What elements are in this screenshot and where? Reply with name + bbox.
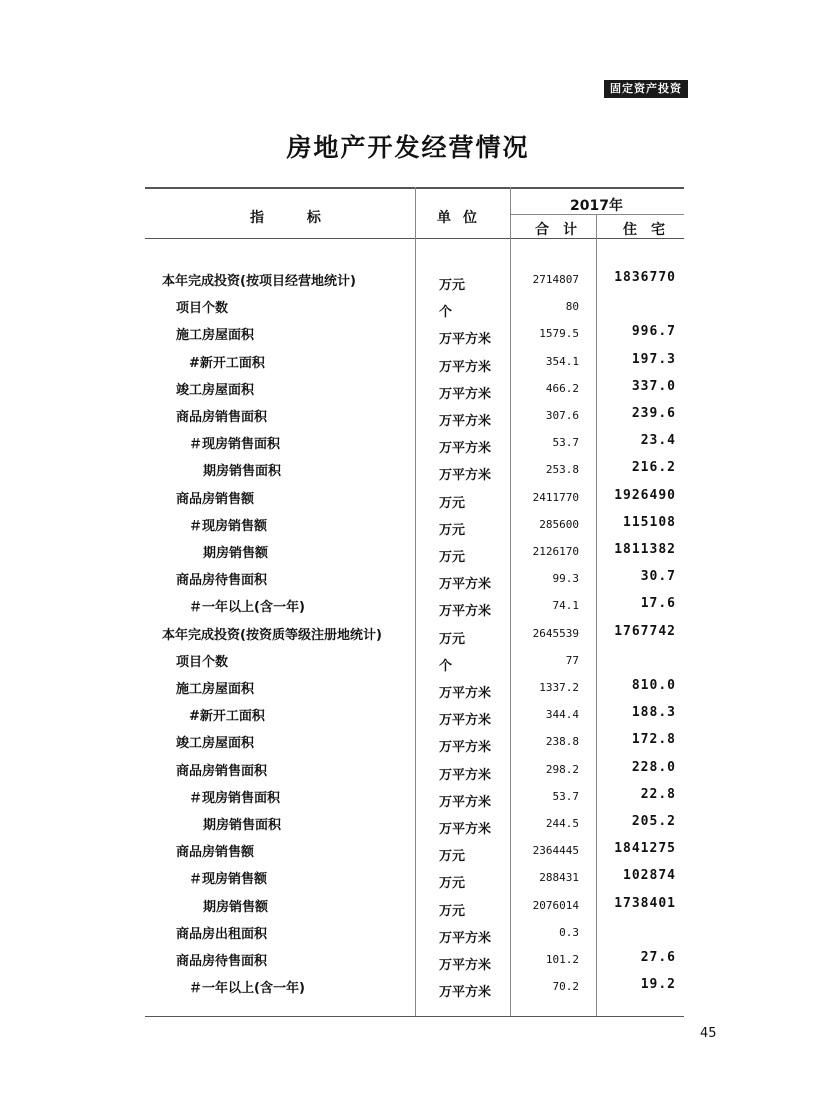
row-label: ＃一年以上(含一年)	[189, 600, 305, 616]
row-residential-value: 30.7	[640, 569, 676, 585]
row-total-value: 354.1	[545, 354, 579, 368]
table-row	[145, 460, 684, 487]
section-tag: 固定资产投资	[604, 80, 688, 98]
header-unit: 单位	[437, 210, 489, 226]
row-unit: 万平方米	[439, 740, 492, 756]
row-total-value: 74.1	[552, 599, 579, 613]
table-row	[145, 624, 684, 651]
row-total-value: 285600	[539, 517, 579, 531]
row-total-value: 80	[565, 300, 579, 314]
row-label: ＃现房销售额	[189, 518, 268, 534]
row-total-value: 70.2	[552, 980, 579, 994]
row-total-value: 0.3	[559, 925, 579, 939]
row-unit: 万平方米	[439, 686, 492, 701]
row-residential-value: 205.2	[631, 814, 676, 829]
row-label: #新开工面积	[189, 709, 265, 725]
row-unit: 万平方米	[439, 468, 492, 484]
table-row	[145, 950, 684, 977]
row-residential-value: 228.0	[631, 759, 676, 775]
row-unit: 万元	[439, 495, 466, 511]
row-residential-value: 172.8	[631, 732, 676, 748]
row-unit: 万元	[439, 522, 466, 538]
row-unit: 万平方米	[439, 332, 492, 348]
row-label: ＃现房销售额	[189, 872, 268, 888]
row-label: ＃现房销售面积	[189, 790, 281, 806]
row-unit: 万元	[439, 903, 466, 919]
row-residential-value: 115108	[623, 514, 676, 530]
row-label: 项目个数	[176, 654, 229, 670]
row-total-value: 344.4	[545, 708, 579, 722]
row-residential-value: 996.7	[631, 324, 676, 340]
row-residential-value: 1841275	[614, 841, 676, 857]
table-row	[145, 542, 684, 569]
row-unit: 万平方米	[439, 767, 492, 783]
row-residential-value: 1926490	[614, 487, 676, 503]
row-total-value: 298.2	[545, 762, 579, 776]
row-label: 期房销售额	[203, 546, 269, 561]
row-residential-value: 1738401	[614, 895, 676, 911]
row-total-value: 2076014	[532, 898, 579, 912]
header-total: 合计	[535, 222, 591, 238]
row-residential-value: 188.3	[631, 705, 676, 721]
row-unit: 万平方米	[439, 930, 492, 946]
row-total-value: 2364445	[532, 844, 579, 858]
row-label: ＃一年以上(含一年)	[189, 981, 305, 997]
row-unit: 万元	[439, 631, 466, 647]
row-unit: 万平方米	[439, 713, 492, 729]
row-label: 商品房销售面积	[176, 763, 268, 779]
row-total-value: 238.8	[545, 735, 579, 749]
row-total-value: 1579.5	[539, 327, 579, 341]
row-unit: 万元	[439, 278, 466, 293]
row-total-value: 2714807	[532, 273, 579, 286]
table-row	[145, 297, 684, 324]
row-residential-value: 1836770	[614, 270, 676, 285]
row-label: 商品房出租面积	[176, 926, 268, 942]
row-total-value: 101.2	[545, 953, 579, 966]
table-row	[145, 324, 684, 351]
header-residential: 住宅	[623, 222, 679, 238]
row-label: 商品房销售额	[176, 491, 255, 507]
row-label: 本年完成投资(按资质等级注册地统计)	[162, 627, 382, 643]
table-row	[145, 488, 684, 515]
table-row	[145, 406, 684, 433]
page-number: 45	[700, 1026, 717, 1041]
table-row	[145, 596, 684, 623]
table-row	[145, 270, 684, 297]
row-label: ＃现房销售面积	[189, 437, 281, 453]
row-residential-value: 102874	[623, 868, 676, 884]
row-residential-value: 216.2	[631, 460, 676, 476]
row-unit: 万平方米	[439, 414, 492, 429]
row-label: 商品房销售面积	[176, 410, 268, 425]
row-unit: 万平方米	[439, 441, 492, 457]
row-label: 期房销售面积	[203, 464, 282, 480]
row-total-value: 99.3	[552, 572, 579, 586]
row-total-value: 77	[565, 653, 579, 667]
row-unit: 万平方米	[439, 985, 492, 1001]
page-title: 房地产开发经营情况	[286, 133, 530, 162]
row-residential-value: 810.0	[631, 678, 676, 693]
row-total-value: 253.8	[545, 463, 579, 477]
row-unit: 万平方米	[439, 604, 492, 620]
table-row	[145, 515, 684, 542]
row-residential-value: 23.4	[640, 433, 676, 449]
row-label: 商品房待售面积	[176, 573, 268, 589]
header-year: 2017年	[570, 198, 623, 214]
row-total-value: 244.5	[545, 817, 579, 830]
row-total-value: 2411770	[532, 490, 579, 504]
table-row	[145, 352, 684, 379]
row-label: #新开工面积	[189, 355, 265, 371]
table-row	[145, 651, 684, 678]
table-bottom-rule	[145, 1016, 684, 1017]
row-unit: 万平方米	[439, 794, 492, 810]
table-row	[145, 569, 684, 596]
row-label: 项目个数	[176, 301, 229, 317]
table-row	[145, 977, 684, 1004]
row-label: 期房销售额	[203, 899, 269, 915]
row-residential-value: 1811382	[614, 542, 676, 557]
row-label: 商品房销售额	[176, 845, 255, 861]
table-row	[145, 787, 684, 814]
row-unit: 万元	[439, 876, 466, 892]
row-total-value: 466.2	[545, 381, 579, 395]
table-row	[145, 433, 684, 460]
row-unit: 个	[439, 305, 453, 321]
row-residential-value: 19.2	[640, 977, 676, 993]
table-row	[145, 732, 684, 759]
table-row	[145, 896, 684, 923]
row-label: 施工房屋面积	[176, 682, 255, 697]
row-label: 施工房屋面积	[176, 328, 255, 344]
row-label: 商品房待售面积	[176, 954, 268, 969]
table-row	[145, 760, 684, 787]
row-unit: 万平方米	[439, 359, 492, 375]
row-total-value: 53.7	[552, 789, 579, 803]
row-total-value: 2645539	[532, 626, 579, 640]
row-unit: 万平方米	[439, 386, 492, 402]
table-row	[145, 923, 684, 950]
row-total-value: 2126170	[532, 545, 579, 558]
row-label: 期房销售面积	[203, 818, 282, 833]
row-residential-value: 239.6	[631, 406, 676, 421]
row-label: 本年完成投资(按项目经营地统计)	[162, 274, 356, 289]
row-unit: 万平方米	[439, 958, 492, 973]
table-row	[145, 868, 684, 895]
row-residential-value: 197.3	[631, 351, 676, 367]
row-residential-value: 22.8	[640, 786, 676, 802]
table-row	[145, 678, 684, 705]
row-residential-value: 1767742	[614, 623, 676, 639]
table-row	[145, 814, 684, 841]
row-unit: 万元	[439, 849, 466, 865]
row-unit: 万平方米	[439, 577, 492, 593]
row-unit: 万平方米	[439, 822, 492, 837]
row-total-value: 307.6	[545, 409, 579, 422]
table-row	[145, 841, 684, 868]
row-label: 竣工房屋面积	[176, 736, 255, 752]
table-row	[145, 705, 684, 732]
row-total-value: 1337.2	[539, 681, 579, 694]
row-residential-value: 27.6	[640, 950, 676, 965]
row-residential-value: 17.6	[640, 596, 676, 612]
row-unit: 个	[439, 658, 453, 674]
row-total-value: 53.7	[552, 436, 579, 450]
row-label: 竣工房屋面积	[176, 382, 255, 398]
row-unit: 万元	[439, 550, 466, 565]
row-residential-value: 337.0	[631, 378, 676, 394]
header-indicator: 指 标	[250, 210, 321, 226]
header-year-rule	[510, 214, 684, 215]
table-row	[145, 379, 684, 406]
row-total-value: 288431	[539, 871, 579, 885]
